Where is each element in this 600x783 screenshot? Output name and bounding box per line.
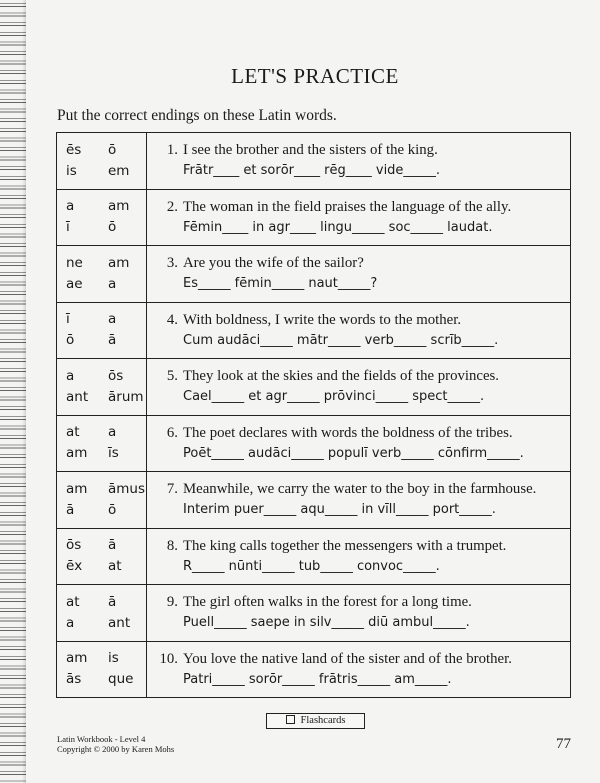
ending-option: ī: [66, 219, 70, 236]
ending-option: ō: [108, 501, 117, 518]
endings-cell: [57, 472, 147, 529]
endings-cell: [57, 359, 147, 416]
ending-option: que: [108, 671, 134, 688]
exercise-number: 5.: [166, 368, 178, 385]
english-sentence: [156, 366, 564, 387]
endings-cell: [57, 585, 147, 642]
flashcards-checkbox[interactable]: [266, 713, 365, 729]
ending-option: ae: [66, 275, 83, 292]
sentence-text: Are you the wife of the sailor?: [183, 255, 364, 272]
exercise-row: [57, 472, 571, 529]
ending-option: ā: [108, 593, 117, 610]
exercise-row: [57, 585, 571, 642]
sentence-text: Meanwhile, we carry the water to the boy in the farmhouse.: [183, 481, 537, 498]
task-cell: [147, 246, 571, 303]
exercise-row: [57, 302, 571, 359]
ending-option: ōs: [108, 367, 124, 384]
ending-option: ēx: [66, 558, 83, 575]
task-cell: [147, 359, 571, 416]
ending-option: a: [66, 614, 75, 631]
exercise-row: [57, 133, 571, 190]
task-cell: [147, 472, 571, 529]
ending-option: am: [66, 480, 88, 497]
latin-fill-in[interactable]: Poēt_____ audāci_____ populī verb_____ cōnfirm_____.: [183, 445, 524, 461]
sentence-text: The girl often walks in the forest for a long time.: [183, 594, 472, 611]
latin-fill-in[interactable]: Puell_____ saepe in silv_____ diū ambul_____.: [183, 615, 470, 631]
exercise-row: [57, 359, 571, 416]
endings-cell: [57, 415, 147, 472]
sentence-text: The king calls together the messengers with a trumpet.: [183, 537, 507, 554]
ending-option: is: [66, 162, 77, 179]
ending-option: at: [108, 558, 122, 575]
ending-option: ēs: [66, 141, 82, 158]
english-sentence: [156, 423, 564, 444]
task-cell: [147, 133, 571, 190]
footer-line-1: Latin Workbook - Level 4: [57, 734, 146, 744]
exercise-row: [57, 415, 571, 472]
exercise-number: 1.: [166, 142, 178, 159]
ending-option: ō: [108, 219, 117, 236]
endings-cell: [57, 133, 147, 190]
endings-cell: [57, 528, 147, 585]
ending-option: am: [108, 198, 130, 215]
endings-cell: [57, 302, 147, 359]
sentence-text: I see the brother and the sisters of the king.: [183, 142, 438, 159]
ending-option: āmus: [108, 480, 146, 497]
task-cell: [147, 585, 571, 642]
exercise-number: 10.: [159, 650, 178, 667]
latin-fill-in[interactable]: Frātr____ et sorōr____ rēg____ vide_____.: [183, 163, 441, 179]
latin-fill-in[interactable]: Cael_____ et agr_____ prōvinci_____ spect_____.: [183, 389, 485, 405]
page-number: 77: [556, 736, 571, 752]
english-sentence: [156, 140, 564, 161]
ending-option: īs: [108, 445, 119, 462]
exercise-table: [56, 132, 571, 698]
exercise-row: [57, 641, 571, 698]
english-sentence: [156, 649, 564, 670]
ending-option: ā: [66, 501, 75, 518]
exercise-number: 8.: [166, 537, 178, 554]
ending-option: ant: [66, 388, 89, 405]
ending-option: ās: [66, 671, 82, 688]
exercise-row: [57, 189, 571, 246]
ending-option: a: [66, 367, 75, 384]
instruction-text: Put the correct endings on these Latin words.: [57, 107, 337, 124]
exercise-number: 2.: [166, 198, 178, 215]
latin-fill-in[interactable]: Interim puer_____ aqu_____ in vīll_____ port_____.: [183, 502, 496, 518]
english-sentence: [156, 253, 564, 274]
english-sentence: [156, 479, 564, 500]
exercise-number: 7.: [166, 481, 178, 498]
endings-cell: [57, 641, 147, 698]
exercise-row: [57, 528, 571, 585]
exercise-number: 6.: [166, 424, 178, 441]
exercise-number: 3.: [166, 255, 178, 272]
ending-option: em: [108, 162, 130, 179]
ending-option: am: [66, 650, 88, 667]
ending-option: ne: [66, 254, 83, 271]
ending-option: is: [108, 650, 119, 667]
checkbox-icon[interactable]: [286, 715, 295, 724]
ending-option: ā: [108, 332, 117, 349]
ending-option: a: [66, 198, 75, 215]
ending-option: ī: [66, 311, 70, 328]
sentence-text: With boldness, I write the words to the mother.: [183, 311, 462, 328]
ending-option: ant: [108, 614, 131, 631]
ending-option: a: [108, 275, 117, 292]
latin-fill-in[interactable]: Fēmin____ in agr____ lingu_____ soc_____ laudat.: [183, 219, 493, 235]
task-cell: [147, 641, 571, 698]
task-cell: [147, 528, 571, 585]
task-cell: [147, 189, 571, 246]
latin-fill-in[interactable]: R_____ nūnti_____ tub_____ convoc_____.: [183, 558, 440, 574]
footer-line-2: Copyright © 2000 by Karen Mohs: [57, 744, 175, 754]
ending-option: ā: [108, 537, 117, 554]
latin-fill-in[interactable]: Es_____ fēmin_____ naut_____?: [183, 276, 378, 292]
ending-option: ō: [66, 332, 75, 349]
footer: [57, 734, 174, 754]
task-cell: [147, 415, 571, 472]
ending-option: a: [108, 311, 117, 328]
ending-option: ōs: [66, 537, 82, 554]
exercise-row: [57, 246, 571, 303]
exercise-number: 4.: [166, 311, 178, 328]
endings-cell: [57, 246, 147, 303]
sentence-text: You love the native land of the sister and of the brother.: [183, 650, 512, 667]
page-title: LET'S PRACTICE: [231, 64, 399, 88]
ending-option: at: [66, 593, 80, 610]
sentence-text: The woman in the field praises the language of the ally.: [183, 198, 512, 215]
ending-option: ārum: [108, 388, 144, 405]
ending-option: ō: [108, 141, 117, 158]
flashcards-label: Flashcards: [300, 715, 346, 726]
exercise-number: 9.: [166, 594, 178, 611]
spiral-binding: [0, 0, 26, 783]
english-sentence: [156, 310, 564, 331]
ending-option: a: [108, 424, 117, 441]
english-sentence: [156, 536, 564, 557]
task-cell: [147, 302, 571, 359]
ending-option: am: [66, 445, 88, 462]
endings-cell: [57, 189, 147, 246]
english-sentence: [156, 197, 564, 218]
english-sentence: [156, 592, 564, 613]
ending-option: am: [108, 254, 130, 271]
latin-fill-in[interactable]: Cum audāci_____ mātr_____ verb_____ scrīb_____.: [183, 332, 499, 348]
ending-option: at: [66, 424, 80, 441]
sentence-text: The poet declares with words the boldness of the tribes.: [183, 424, 513, 441]
sentence-text: They look at the skies and the fields of the provinces.: [183, 368, 499, 385]
latin-fill-in[interactable]: Patri_____ sorōr_____ frātris_____ am_____.: [183, 671, 452, 687]
